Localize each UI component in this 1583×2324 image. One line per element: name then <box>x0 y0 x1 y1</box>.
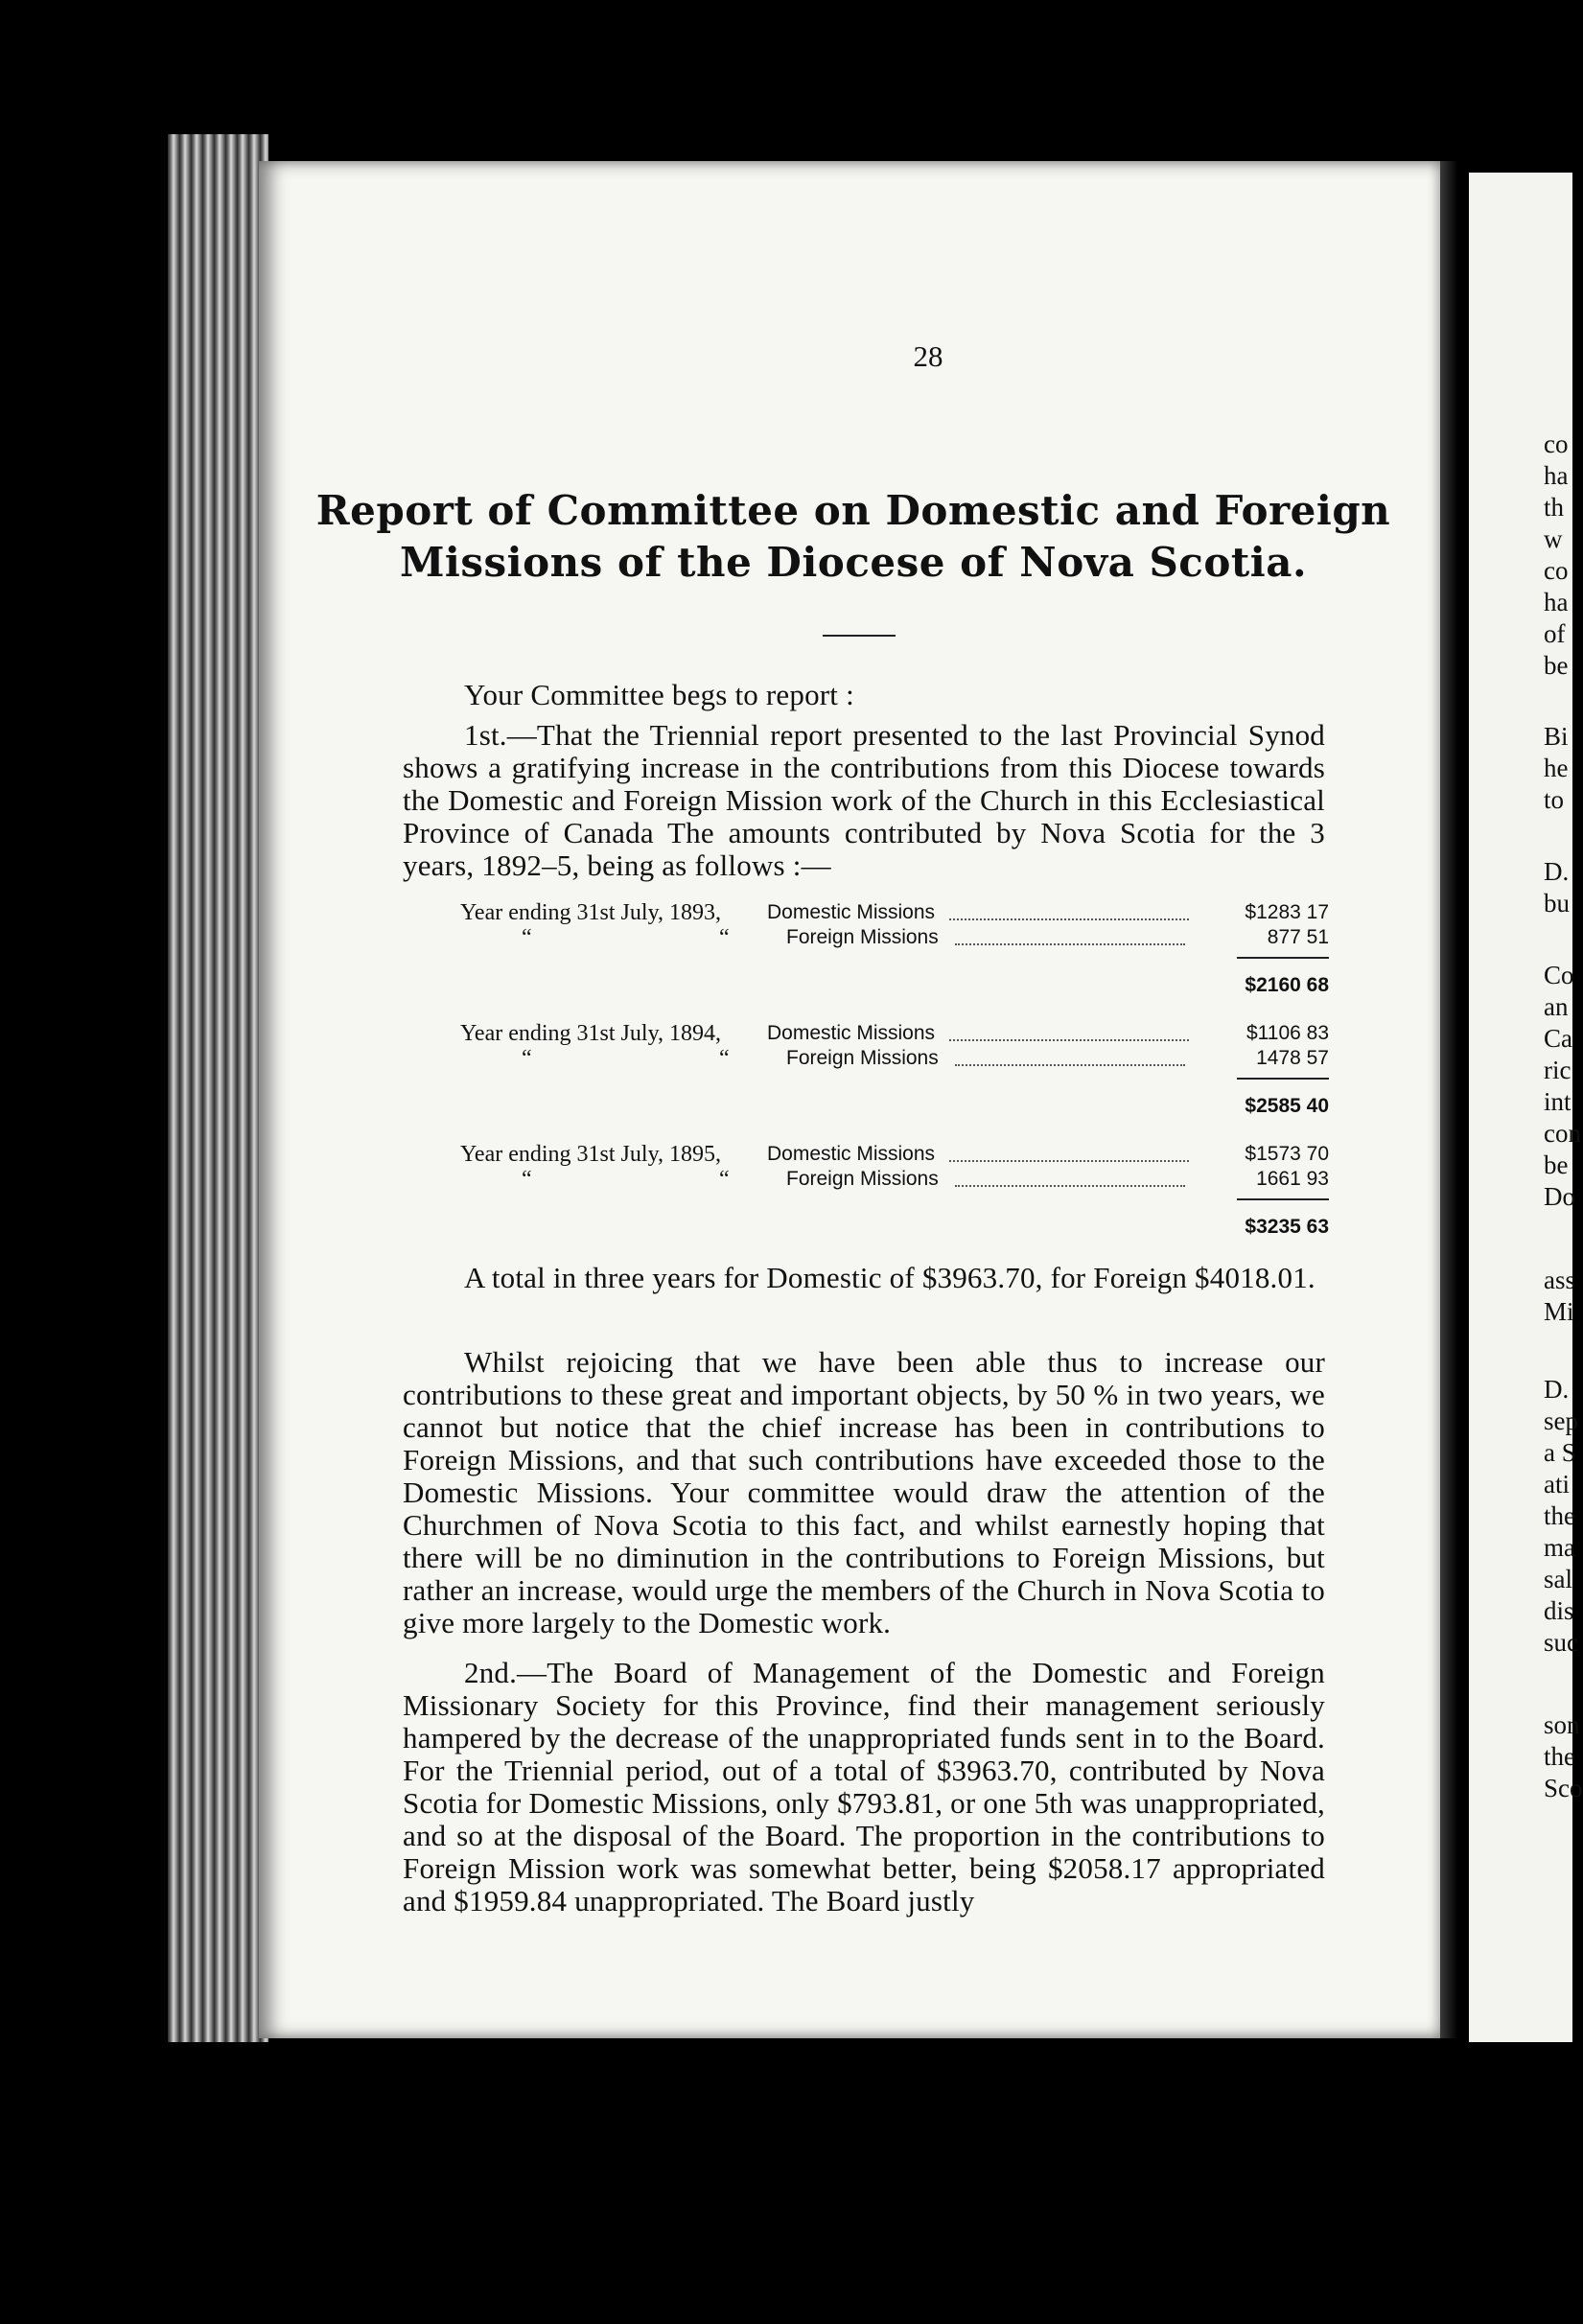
fragment-text: Do <box>1544 1182 1575 1211</box>
right-page-edge <box>1469 173 1583 2042</box>
fragment-text: an <box>1544 992 1569 1021</box>
foreign-amount: 877 51 <box>1267 926 1329 948</box>
fragment-text: be <box>1544 1150 1569 1179</box>
fragment-text: dis <box>1544 1596 1574 1625</box>
paragraph-third: 2nd.—The Board of Management of the Domestic and Foreign Missionary Society for this Province, find their management seriously hampered by the decrease of the unappropriated funds sent in to the Board. For the Triennial period, out of a total of $3963.70, contributed by Nova Scotia for Domestic Missions, only $793.81, or one 5th was unappropriated, and so at the disposal of the Board. The proportion in the contributions to Foreign Mission work was somewhat better, being $2058.17 appropriated and $1959.84 unappropriated. The Board justly <box>403 1656 1325 1917</box>
ditto-mark: “ <box>719 1167 730 1192</box>
ditto-mark: “ <box>522 1046 532 1071</box>
sum-rule <box>1237 1198 1329 1200</box>
domestic-label: Domestic Missions <box>767 901 936 923</box>
fragment-text: co <box>1544 556 1569 585</box>
year-label: Year ending 31st July, 1894, <box>460 1021 722 1046</box>
fragment-text: to <box>1544 785 1565 814</box>
dot-leader <box>949 901 1189 920</box>
fragment-text: D. <box>1544 857 1570 886</box>
foreign-label: Foreign Missions <box>786 926 939 948</box>
fragment-text: ati <box>1544 1470 1570 1499</box>
year-total: $2160 68 <box>1245 974 1329 996</box>
fragment-text: con <box>1544 1119 1581 1148</box>
fragment-text: the <box>1544 1501 1575 1530</box>
summary-paragraph: A total in three years for Domestic of $3963.70, for Foreign $4018.01. <box>464 1261 1315 1294</box>
paragraph-second: Whilst rejoicing that we have been able thus to increase our contributions to these great and important objects, by 50 % in two years, we cannot but notice that the chief increase has been in contributions to Foreign Missions, and that such contributions have exceeded those to the Domestic Missions. Your committee would draw the attention of the Churchmen of Nova Scotia to this fact, and whilst earnestly hoping that there will be no diminution in the contributions to Foreign Missions, but rather an increase, would urge the members of the Church in Nova Scotia to give more largely to the Domestic work. <box>403 1345 1325 1639</box>
year-total: $2585 40 <box>1245 1095 1329 1117</box>
ditto-mark: “ <box>719 1046 730 1071</box>
fragment-text: son <box>1544 1710 1580 1739</box>
fragment-text: int <box>1544 1087 1571 1116</box>
table-row <box>460 1143 1329 1168</box>
fragment-text: be <box>1544 651 1569 680</box>
intro-paragraph: Your Committee begs to report : <box>464 678 854 711</box>
page-title <box>307 485 1400 589</box>
fragment-text: a S <box>1544 1438 1576 1467</box>
ditto-mark: “ <box>522 925 532 950</box>
dot-leader <box>955 1168 1185 1187</box>
fragment-text: Bi <box>1544 722 1569 751</box>
fragment-text: ha <box>1544 588 1569 616</box>
foreign-amount: 1478 57 <box>1256 1047 1329 1069</box>
table-row <box>460 901 1329 926</box>
domestic-amount: $1106 83 <box>1245 1022 1329 1044</box>
fragment-text: Sco <box>1544 1774 1583 1802</box>
fragment-text: sal <box>1544 1565 1572 1593</box>
table-row <box>460 1047 1329 1072</box>
dot-leader <box>949 1022 1189 1041</box>
foreign-amount: 1661 93 <box>1256 1168 1329 1190</box>
fragment-text: bu <box>1544 889 1570 918</box>
dot-leader <box>955 1047 1185 1066</box>
title-line-1: Report of Committee on Domestic and Foreign <box>315 487 1391 534</box>
fragment-text: ric <box>1544 1056 1571 1084</box>
sum-rule <box>1237 957 1329 959</box>
fragment-text: Mi <box>1544 1297 1574 1326</box>
title-line-2: Missions of the Diocese of Nova Scotia. <box>399 539 1308 586</box>
foreign-label: Foreign Missions <box>786 1047 939 1069</box>
table-row <box>460 1022 1329 1047</box>
table-row <box>460 1168 1329 1193</box>
dot-leader <box>955 926 1185 945</box>
fragment-text: ass <box>1544 1266 1575 1294</box>
contribution-table-1894 <box>460 1021 1329 1117</box>
left-page <box>259 161 1440 2038</box>
fragment-text: th <box>1544 493 1565 522</box>
year-total: $3235 63 <box>1245 1216 1329 1238</box>
fragment-text: w <box>1544 524 1563 553</box>
book-spine <box>168 134 268 2042</box>
fragment-text: sep <box>1544 1406 1578 1435</box>
domestic-label: Domestic Missions <box>767 1022 936 1044</box>
fragment-text: Ca <box>1544 1024 1572 1053</box>
fragment-text: the <box>1544 1742 1575 1771</box>
ditto-mark: “ <box>719 925 730 950</box>
contribution-table-1895 <box>460 1142 1329 1238</box>
fragment-text: D. <box>1544 1375 1570 1404</box>
title-divider <box>823 635 896 637</box>
year-label: Year ending 31st July, 1893, <box>460 900 722 925</box>
foreign-label: Foreign Missions <box>786 1168 939 1190</box>
fragment-text: ma <box>1544 1533 1575 1562</box>
domestic-amount: $1573 70 <box>1245 1143 1329 1165</box>
contribution-table-1893 <box>460 900 1329 996</box>
page-number: 28 <box>913 339 943 373</box>
fragment-text: ha <box>1544 461 1569 490</box>
paragraph-first: 1st.—That the Triennial report presented to the last Provincial Synod shows a gratifying increase in the contributions from this Diocese towards the Domestic and Foreign Mission work of the Church in this Ecclesiastical Province of Canada The amounts contributed by Nova Scotia for the 3 years, 1892–5, being as follows :— <box>403 718 1325 882</box>
fragment-text: suc <box>1544 1628 1578 1657</box>
dot-leader <box>949 1143 1189 1162</box>
year-label: Year ending 31st July, 1895, <box>460 1142 722 1167</box>
table-row <box>460 926 1329 951</box>
domestic-label: Domestic Missions <box>767 1143 936 1165</box>
fragment-text: of <box>1544 619 1566 648</box>
fragment-text: co <box>1544 430 1569 458</box>
fragment-text: Co <box>1544 961 1574 989</box>
ditto-mark: “ <box>522 1167 532 1192</box>
page-gutter <box>1440 161 1469 2038</box>
fragment-text: he <box>1544 754 1569 782</box>
sum-rule <box>1237 1078 1329 1080</box>
domestic-amount: $1283 17 <box>1245 901 1329 923</box>
